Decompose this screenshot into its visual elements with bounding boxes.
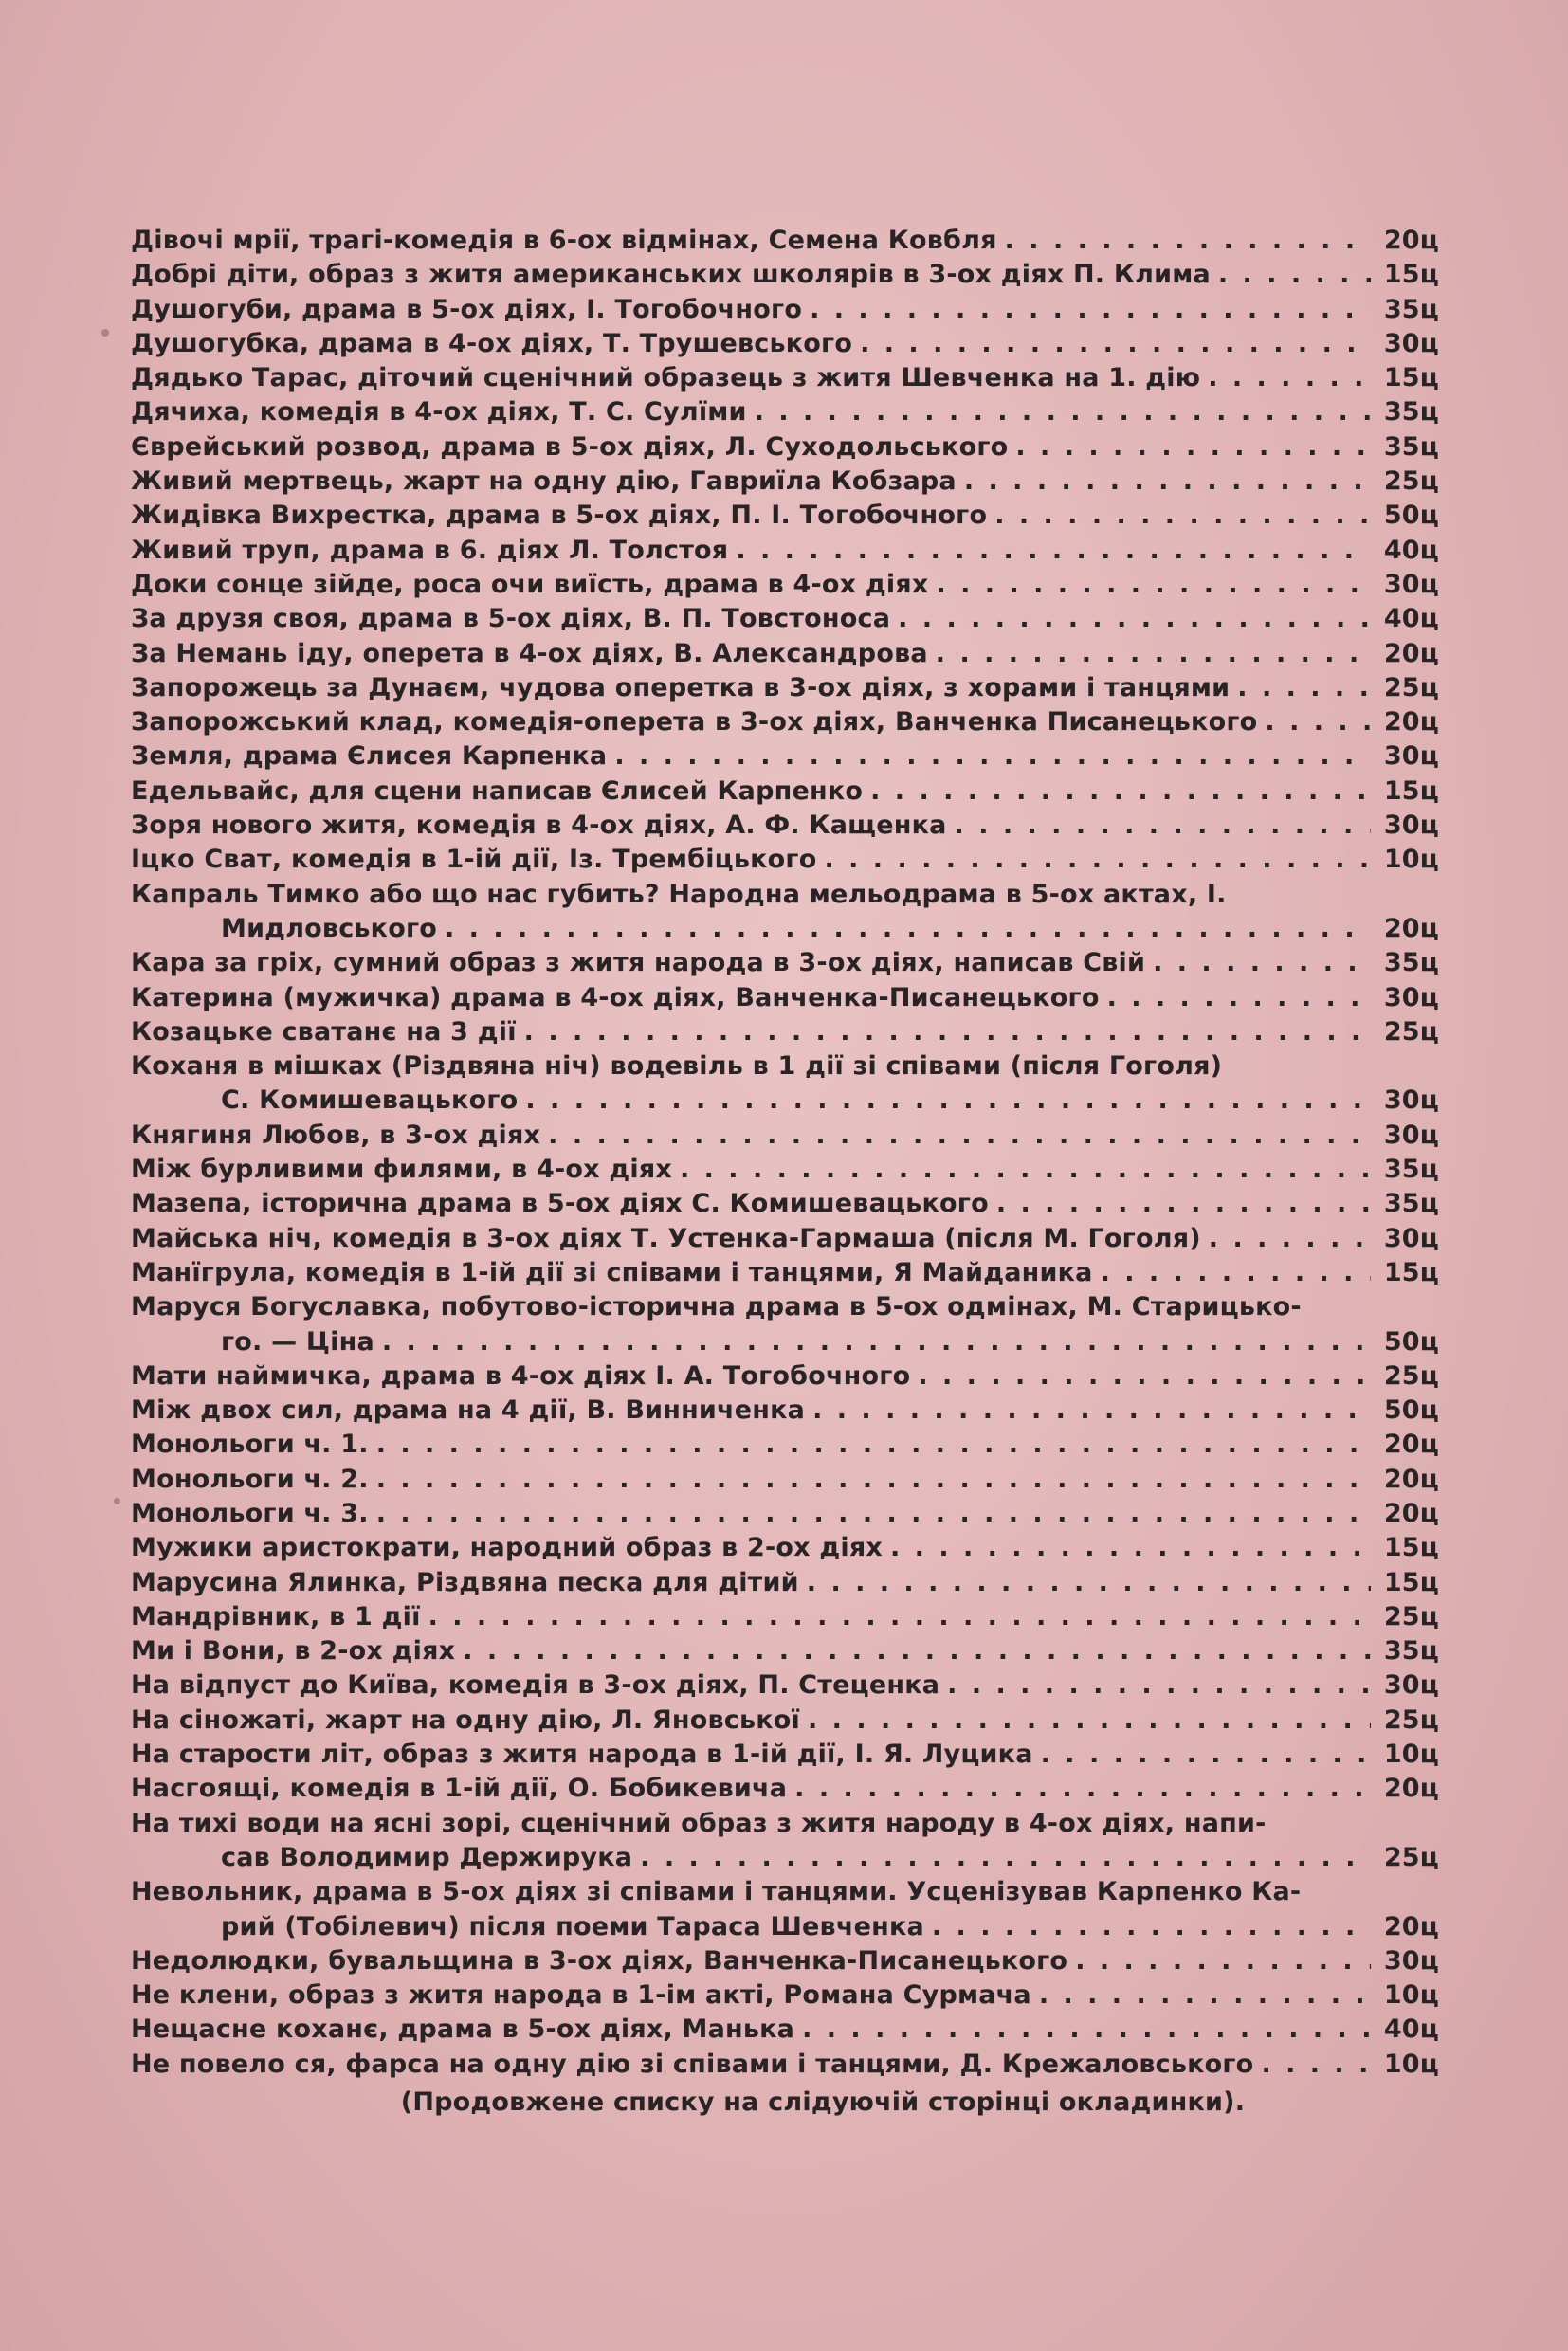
leader-dots bbox=[525, 1084, 1371, 1118]
entry-price: 25ц bbox=[1383, 1016, 1439, 1047]
leader-dots bbox=[812, 1394, 1371, 1428]
entry-price: 30ц bbox=[1383, 328, 1439, 358]
list-item bbox=[131, 946, 1439, 980]
entry-price: 15ц bbox=[1383, 1257, 1439, 1287]
leader-dots bbox=[807, 1566, 1371, 1600]
leader-dots bbox=[1218, 258, 1371, 292]
list-item bbox=[131, 705, 1439, 739]
entry-price: 30ц bbox=[1383, 1945, 1439, 1976]
continuation-note: (Продовжене списку на слідуючій сторінці окладинки). bbox=[400, 2087, 1246, 2118]
list-item bbox=[131, 981, 1439, 1015]
entry-title: Невольник, драма в 5-ох діях зі співами і танцями. Усценізував Карпенко Ка- bbox=[131, 1877, 1302, 1907]
list-item bbox=[131, 1428, 1439, 1462]
leader-dots bbox=[964, 465, 1371, 499]
entry-title: Жидівка Вихрестка, драма в 5-ох діях, П. І. Тогобочного bbox=[131, 501, 988, 531]
list-item bbox=[131, 1394, 1439, 1428]
entry-price: 15ц bbox=[1383, 363, 1439, 393]
entry-title-continuation: сав Володимир Держирука bbox=[221, 1842, 633, 1872]
leader-dots bbox=[802, 2013, 1371, 2047]
leader-dots bbox=[1265, 705, 1371, 739]
list-item bbox=[131, 1187, 1439, 1221]
entry-title: Недолюдки, бувальщина в 3-ох діях, Ванченка-Писанецького bbox=[131, 1945, 1068, 1976]
entry-continuation bbox=[131, 912, 1439, 946]
list-item bbox=[131, 327, 1439, 361]
list-item bbox=[131, 1600, 1439, 1634]
entry-price: 35ц bbox=[1383, 1189, 1439, 1219]
leader-dots bbox=[898, 602, 1371, 636]
entry-title: Душогубка, драма в 4-ох діях, Т. Трушевського bbox=[131, 328, 853, 358]
list-item bbox=[131, 1875, 1439, 1944]
list-item bbox=[131, 465, 1439, 499]
entry-title: Доки сонце зійде, роса очи виїсть, драма в 4-ох діях bbox=[131, 569, 929, 599]
entry-title: Княгиня Любов, в 3-ох діях bbox=[131, 1120, 541, 1150]
entry-price: 15ц bbox=[1383, 1533, 1439, 1563]
entry-title: Насгоящі, комедія в 1-ій дії, О. Бобикевича bbox=[131, 1774, 788, 1804]
list-item bbox=[131, 1359, 1439, 1394]
list-item bbox=[131, 361, 1439, 395]
entry-price: 30ц bbox=[1383, 811, 1439, 841]
entry-price: 20ц bbox=[1383, 226, 1439, 255]
list-item bbox=[131, 1119, 1439, 1153]
list-item bbox=[131, 1256, 1439, 1290]
list-item bbox=[131, 568, 1439, 602]
entry-price: 25ц bbox=[1383, 466, 1439, 497]
entry-title: Нещасне коханє, драма в 5-ох діях, Манька bbox=[131, 2014, 795, 2045]
entry-price: 35ц bbox=[1383, 1155, 1439, 1185]
entry-title: Манїгрула, комедія в 1-ій дії зі співами і танцями, Я Майданика bbox=[131, 1257, 1093, 1287]
entry-title: На відпуст до Київа, комедія в 3-ох діях, П. Стеценка bbox=[131, 1670, 940, 1701]
entry-price: 40ц bbox=[1383, 2014, 1439, 2045]
entry-price: 25ц bbox=[1383, 1360, 1439, 1391]
leader-dots bbox=[1041, 1738, 1371, 1772]
price-list bbox=[131, 224, 1439, 2120]
entry-price: 25ц bbox=[1383, 672, 1439, 702]
entry-title: Між двох сил, драма на 4 дії, В. Винниченка bbox=[131, 1395, 806, 1426]
entry-title: Кара за гріх, сумний образ з житя народа в 3-ох діях, написав Свій bbox=[131, 948, 1146, 978]
entry-title: На старости літ, образ з житя народа в 1-ій дії, І. Я. Луцика bbox=[131, 1740, 1033, 1770]
leader-dots bbox=[755, 395, 1371, 429]
list-item bbox=[131, 878, 1439, 947]
list-item bbox=[131, 1290, 1439, 1359]
list-item bbox=[131, 1704, 1439, 1738]
entry-title: Єврейський розвод, драма в 5-ох діях, Л. Суходольського bbox=[131, 431, 1009, 462]
leader-dots bbox=[548, 1119, 1371, 1153]
entry-title: Іцко Сват, комедія в 1-ій дії, Із. Трембіцького bbox=[131, 845, 817, 875]
entry-price: 15ц bbox=[1383, 775, 1439, 806]
entry-price: 20ц bbox=[1383, 1498, 1439, 1528]
leader-dots bbox=[1208, 361, 1371, 395]
entry-price: 50ц bbox=[1383, 501, 1439, 531]
entry-title: Монольоги ч. 3. bbox=[131, 1498, 369, 1528]
entry-price: 20ц bbox=[1383, 1774, 1439, 1804]
entry-price: 35ц bbox=[1383, 397, 1439, 428]
entry-price: 20ц bbox=[1383, 913, 1439, 943]
leader-dots bbox=[1261, 2048, 1371, 2082]
leader-dots bbox=[860, 327, 1371, 361]
leader-dots bbox=[824, 843, 1371, 877]
leader-dots bbox=[936, 568, 1371, 602]
entry-price: 30ц bbox=[1383, 1120, 1439, 1150]
list-item bbox=[131, 534, 1439, 568]
entry-price: 10ц bbox=[1383, 2049, 1439, 2079]
entry-price: 30ц bbox=[1383, 741, 1439, 772]
entry-title: Маруся Богуславка, побутово-історична драма в 5-ох одмінах, М. Старицько- bbox=[131, 1292, 1302, 1322]
leader-dots bbox=[524, 1015, 1371, 1049]
list-item bbox=[131, 2013, 1439, 2047]
leader-dots bbox=[794, 1772, 1371, 1806]
leader-dots bbox=[996, 1187, 1371, 1221]
entry-continuation bbox=[131, 1084, 1439, 1118]
leader-dots bbox=[994, 499, 1371, 533]
entry-title: Монольоги ч. 2. bbox=[131, 1464, 369, 1494]
entry-price: 35ц bbox=[1383, 294, 1439, 324]
list-item bbox=[131, 1049, 1439, 1119]
leader-dots bbox=[463, 1634, 1371, 1668]
entry-title: Запорожський клад, комедія-оперета в 3-ох діях, Ванченка Писанецького bbox=[131, 707, 1258, 738]
entry-title: Дівочі мрії, трагі-комедія в 6-ох відмінах, Семена Ковбля bbox=[131, 226, 997, 255]
list-item bbox=[131, 1153, 1439, 1187]
leader-dots bbox=[445, 912, 1371, 946]
entry-price: 20ц bbox=[1383, 1430, 1439, 1460]
list-item bbox=[131, 1463, 1439, 1497]
entry-title: Ми і Вони, в 2-ох діях bbox=[131, 1636, 456, 1667]
entry-price: 20ц bbox=[1383, 1464, 1439, 1494]
entry-title: Капраль Тимко або що нас губить? Народна мельодрама в 5-ох актах, І. bbox=[131, 879, 1227, 909]
entry-title: Не повело ся, фарса на одну дію зі співами і танцями, Д. Крежаловського bbox=[131, 2049, 1254, 2079]
entry-price: 25ц bbox=[1383, 1842, 1439, 1872]
leader-dots bbox=[1237, 671, 1371, 705]
list-item bbox=[131, 1222, 1439, 1256]
entry-title: Не клени, образ з житя народа в 1-ім акті, Романа Сурмача bbox=[131, 1980, 1031, 2011]
entry-title: Земля, драма Єлисея Карпенка bbox=[131, 741, 608, 772]
list-item bbox=[131, 1566, 1439, 1600]
leader-dots bbox=[890, 1531, 1371, 1565]
leader-dots bbox=[936, 637, 1371, 671]
leader-dots bbox=[1075, 1944, 1371, 1978]
leader-dots bbox=[640, 1841, 1371, 1875]
leader-dots bbox=[1153, 946, 1371, 980]
list-item bbox=[131, 395, 1439, 429]
list-item bbox=[131, 775, 1439, 809]
entry-title: За Немань іду, оперета в 4-ох діях, В. Александрова bbox=[131, 638, 928, 668]
entry-title: Душогуби, драма в 5-ох діях, І. Тогобочного bbox=[131, 294, 803, 324]
list-item bbox=[131, 1634, 1439, 1668]
entry-price: 40ц bbox=[1383, 535, 1439, 565]
entry-price: 10ц bbox=[1383, 845, 1439, 875]
list-item bbox=[131, 224, 1439, 258]
leader-dots bbox=[918, 1359, 1371, 1394]
leader-dots bbox=[376, 1463, 1371, 1497]
leader-dots bbox=[376, 1428, 1371, 1462]
entry-title: Монольоги ч. 1. bbox=[131, 1430, 369, 1460]
entry-title: Марусина Ялинка, Різдвяна песка для дітий bbox=[131, 1567, 799, 1597]
leader-dots bbox=[947, 1668, 1371, 1703]
entry-continuation bbox=[131, 1841, 1439, 1875]
entry-price: 25ц bbox=[1383, 1601, 1439, 1631]
list-item bbox=[131, 1944, 1439, 1978]
list-item bbox=[131, 1668, 1439, 1703]
list-item bbox=[131, 430, 1439, 465]
entry-title: Зоря нового житя, комедія в 4-ох діях, А. Ф. Кащенка bbox=[131, 811, 947, 841]
list-item bbox=[131, 1531, 1439, 1565]
entry-title: Мати наймичка, драма в 4-ох діях І. А. Тогобочного bbox=[131, 1360, 911, 1391]
entry-price: 10ц bbox=[1383, 1980, 1439, 2011]
leader-dots bbox=[808, 1704, 1371, 1738]
entry-title: Мужики аристократи, народний образ в 2-ох діях bbox=[131, 1533, 884, 1563]
entry-title: За друзя своя, драма в 5-ох діях, В. П. Товстоноса bbox=[131, 604, 891, 634]
entry-title-continuation: Мидловського bbox=[221, 913, 438, 943]
entry-price: 30ц bbox=[1383, 1670, 1439, 1701]
list-item bbox=[131, 809, 1439, 843]
list-item bbox=[131, 499, 1439, 533]
entry-price: 25ц bbox=[1383, 1704, 1439, 1735]
list-item bbox=[131, 739, 1439, 774]
entry-price: 30ц bbox=[1383, 982, 1439, 1012]
leader-dots bbox=[1209, 1222, 1371, 1256]
list-item bbox=[131, 293, 1439, 327]
entry-price: 35ц bbox=[1383, 431, 1439, 462]
entry-price: 20ц bbox=[1383, 1911, 1439, 1941]
list-item bbox=[131, 671, 1439, 705]
entry-title-continuation: го. — Ціна bbox=[221, 1326, 374, 1357]
entry-title: Живий труп, драма в 6. діях Л. Толстоя bbox=[131, 535, 729, 565]
paper-spot bbox=[101, 329, 109, 337]
list-item bbox=[131, 1978, 1439, 2013]
entry-price: 35ц bbox=[1383, 1636, 1439, 1667]
leader-dots bbox=[932, 1910, 1371, 1944]
list-item bbox=[131, 2048, 1439, 2082]
entry-price: 15ц bbox=[1383, 1567, 1439, 1597]
leader-dots bbox=[1039, 1978, 1371, 2013]
leader-dots bbox=[1107, 981, 1371, 1015]
leader-dots bbox=[870, 775, 1371, 809]
list-item bbox=[131, 1738, 1439, 1772]
leader-dots bbox=[1005, 224, 1371, 258]
entry-title: Дячиха, комедія в 4-ох діях, Т. С. Сулїми bbox=[131, 397, 747, 428]
entry-price: 40ц bbox=[1383, 604, 1439, 634]
entry-title: Добрі діти, образ з житя американських школярів в 3-ох діях П. Клима bbox=[131, 260, 1211, 290]
entry-title: Едельвайс, для сцени написав Єлисей Карпенко bbox=[131, 775, 864, 806]
list-item bbox=[131, 258, 1439, 292]
leader-dots bbox=[376, 1497, 1371, 1531]
entry-title: Живий мертвець, жарт на одну дію, Гавриїла Кобзара bbox=[131, 466, 957, 497]
entry-price: 50ц bbox=[1383, 1395, 1439, 1426]
entry-title: Запорожець за Дунаєм, чудова оперетка в 3-ох діях, з хорами і танцями bbox=[131, 672, 1231, 702]
leader-dots bbox=[428, 1600, 1371, 1634]
entry-title: Коханя в мішках (Різдвяна ніч) водевіль в 1 дії зі співами (після Гоголя) bbox=[131, 1051, 1223, 1082]
leader-dots bbox=[382, 1325, 1371, 1359]
leader-dots bbox=[1101, 1256, 1371, 1290]
entry-title: Мандрівник, в 1 дії bbox=[131, 1601, 421, 1631]
entry-price: 30ц bbox=[1383, 569, 1439, 599]
list-item bbox=[131, 637, 1439, 671]
entry-price: 30ц bbox=[1383, 1223, 1439, 1253]
entry-title: Дядько Тарас, діточий сценічний образець з житя Шевченка на 1. дію bbox=[131, 363, 1201, 393]
list-item bbox=[131, 602, 1439, 636]
entry-title: Майська ніч, комедія в 3-ох діях Т. Устенка-Гармаша (після М. Гоголя) bbox=[131, 1223, 1201, 1253]
entry-price: 20ц bbox=[1383, 638, 1439, 668]
paper-spot bbox=[114, 1498, 120, 1504]
entry-title-continuation: С. Комишевацького bbox=[221, 1085, 519, 1116]
list-item bbox=[131, 843, 1439, 877]
entry-price: 50ц bbox=[1383, 1326, 1439, 1357]
leader-dots bbox=[680, 1153, 1371, 1187]
leader-dots bbox=[736, 534, 1371, 568]
list-item bbox=[131, 1772, 1439, 1806]
entry-title: Мазепа, історична драма в 5-ох діях С. Комишевацького bbox=[131, 1189, 989, 1219]
entry-price: 20ц bbox=[1383, 707, 1439, 738]
entry-price: 35ц bbox=[1383, 948, 1439, 978]
entry-title: На тихі води на ясні зорі, сценічний образ з житя народу в 4-ох діях, напи- bbox=[131, 1808, 1267, 1838]
list-item bbox=[131, 1807, 1439, 1876]
list-item bbox=[131, 1497, 1439, 1531]
entry-title: На сіножаті, жарт на одну дію, Л. Яновської bbox=[131, 1704, 801, 1735]
leader-dots bbox=[810, 293, 1371, 327]
entry-title: Козацьке сватанє на 3 дії bbox=[131, 1016, 517, 1047]
leader-dots bbox=[1015, 430, 1371, 465]
entry-title-continuation: рий (Тобілевич) після поеми Тараса Шевченка bbox=[221, 1911, 924, 1941]
entry-price: 10ц bbox=[1383, 1740, 1439, 1770]
entry-continuation bbox=[131, 1910, 1439, 1944]
leader-dots bbox=[614, 739, 1371, 774]
entry-price: 30ц bbox=[1383, 1085, 1439, 1116]
entry-title: Між бурливими филями, в 4-ох діях bbox=[131, 1155, 672, 1185]
entry-price: 15ц bbox=[1383, 260, 1439, 290]
entry-continuation bbox=[131, 1325, 1439, 1359]
leader-dots bbox=[955, 809, 1371, 843]
list-item bbox=[131, 1015, 1439, 1049]
entry-title: Катерина (мужичка) драма в 4-ох діях, Ванченка-Писанецького bbox=[131, 982, 1100, 1012]
